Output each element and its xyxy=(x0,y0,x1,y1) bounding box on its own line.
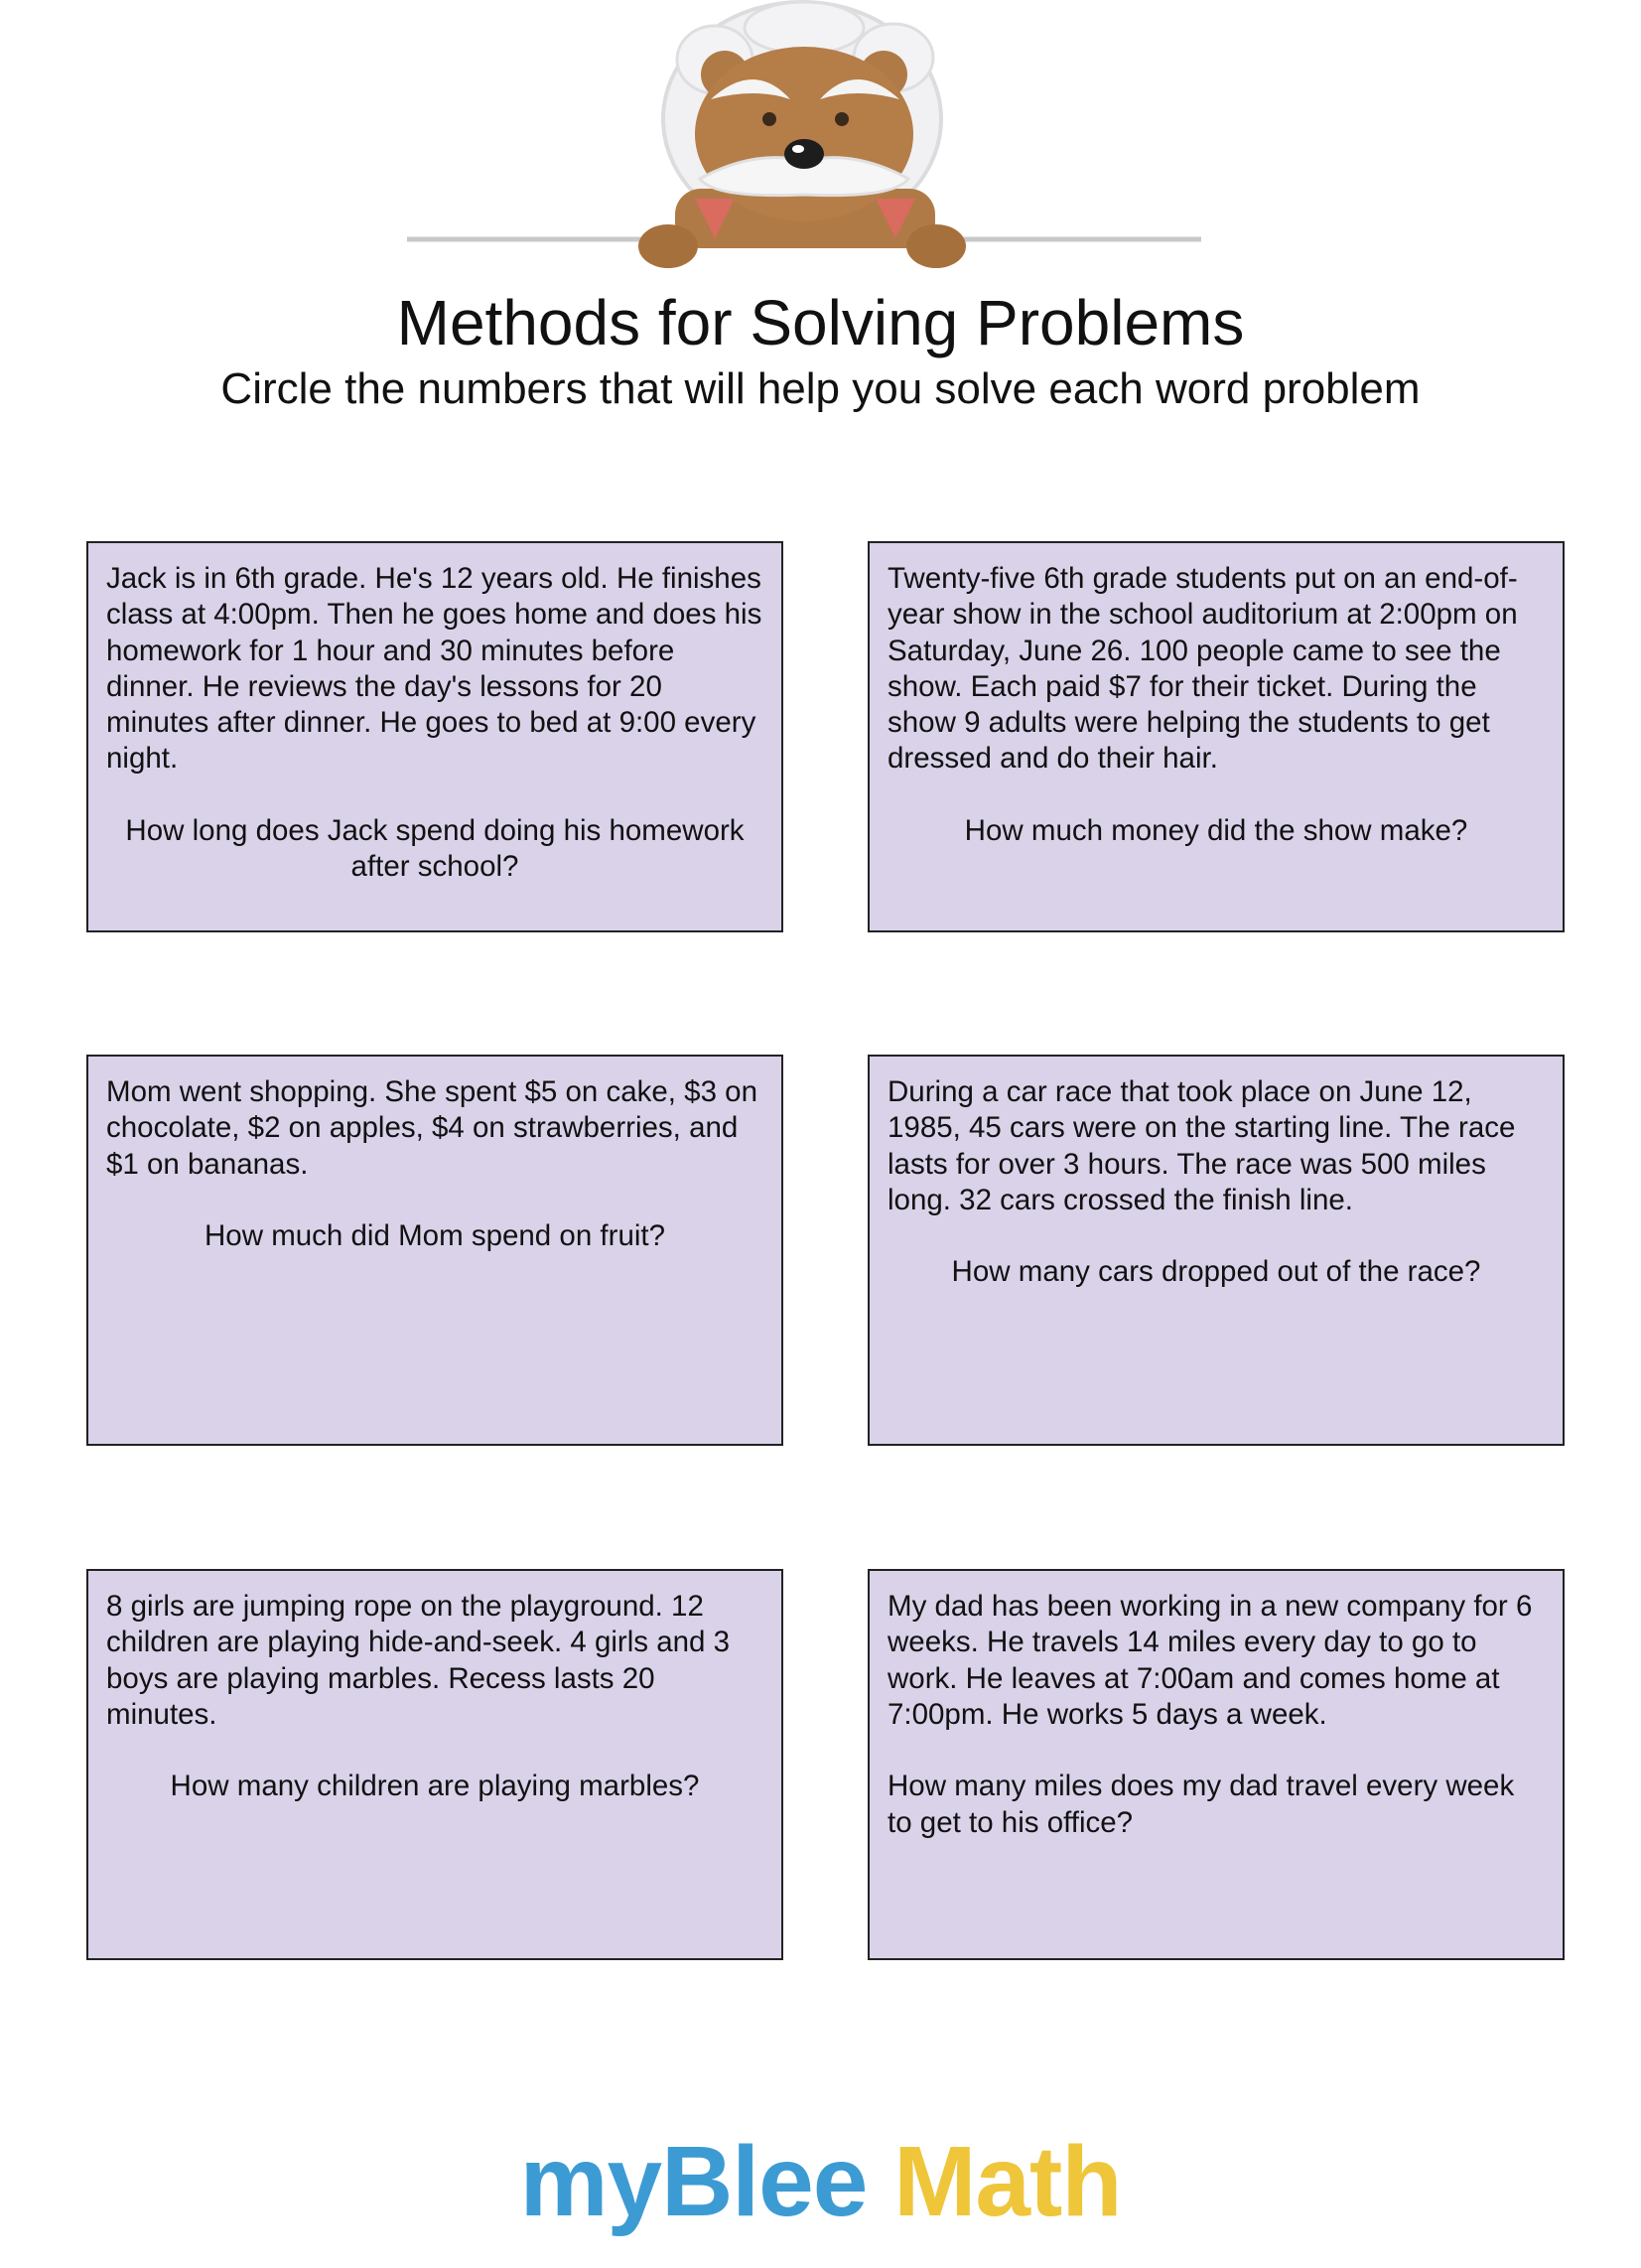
problem-text: Twenty-five 6th grade students put on an end-of-year show in the school auditorium at 2:00pm on Saturday, June 26. 100 people came to see the show. Each paid $7 for their ticket. During the show 9 adults were helping the students to get dressed and do their hair. xyxy=(888,562,1518,776)
problem-card xyxy=(868,1055,1565,1446)
problem-question: How many children are playing marbles? xyxy=(170,1770,700,1803)
bear-mascot-icon xyxy=(0,0,1641,273)
problem-question: How many miles does my dad travel every week to get to his office? xyxy=(888,1770,1515,1839)
problem-text: During a car race that took place on June 12, 1985, 45 cars were on the starting line. The race lasts for over 3 hours. The race was 500 miles long. 32 cars crossed the finish line. xyxy=(888,1075,1516,1216)
problem-card xyxy=(86,1569,783,1960)
brand-logo xyxy=(0,2125,1641,2239)
problem-text: 8 girls are jumping rope on the playground. 12 children are playing hide-and-seek. 4 girls and 3 boys are playing marbles. Recess lasts 20 minutes. xyxy=(106,1590,731,1731)
problem-text: Mom went shopping. She spent $5 on cake, $3 on chocolate, $2 on apples, $4 on strawberries, and $1 on bananas. xyxy=(106,1075,757,1181)
brand-logo-part1: myBlee xyxy=(519,2126,868,2237)
brand-logo-part2: Math xyxy=(893,2126,1122,2237)
page-subtitle: Circle the numbers that will help you solve each word problem xyxy=(220,364,1421,413)
problem-question: How much money did the show make? xyxy=(964,814,1468,848)
page-title: Methods for Solving Problems xyxy=(396,287,1245,358)
problem-card xyxy=(868,1569,1565,1960)
problem-card xyxy=(868,541,1565,932)
problem-question: How long does Jack spend doing his homework after school? xyxy=(125,814,745,884)
problem-text: Jack is in 6th grade. He's 12 years old. He finishes class at 4:00pm. Then he goes home and does his homework for 1 hour and 30 minutes before dinner. He reviews the day's lessons for 20 minutes after dinner. He goes to bed at 9:00 every night. xyxy=(106,562,762,776)
problem-question: How many cars dropped out of the race? xyxy=(951,1255,1481,1289)
problem-question: How much did Mom spend on fruit? xyxy=(204,1219,666,1253)
problem-card xyxy=(86,541,783,932)
problem-card xyxy=(86,1055,783,1446)
problem-text: My dad has been working in a new company for 6 weeks. He travels 14 miles every day to go to work. He leaves at 7:00am and comes home at 7:00pm. He works 5 days a week. xyxy=(888,1590,1533,1731)
